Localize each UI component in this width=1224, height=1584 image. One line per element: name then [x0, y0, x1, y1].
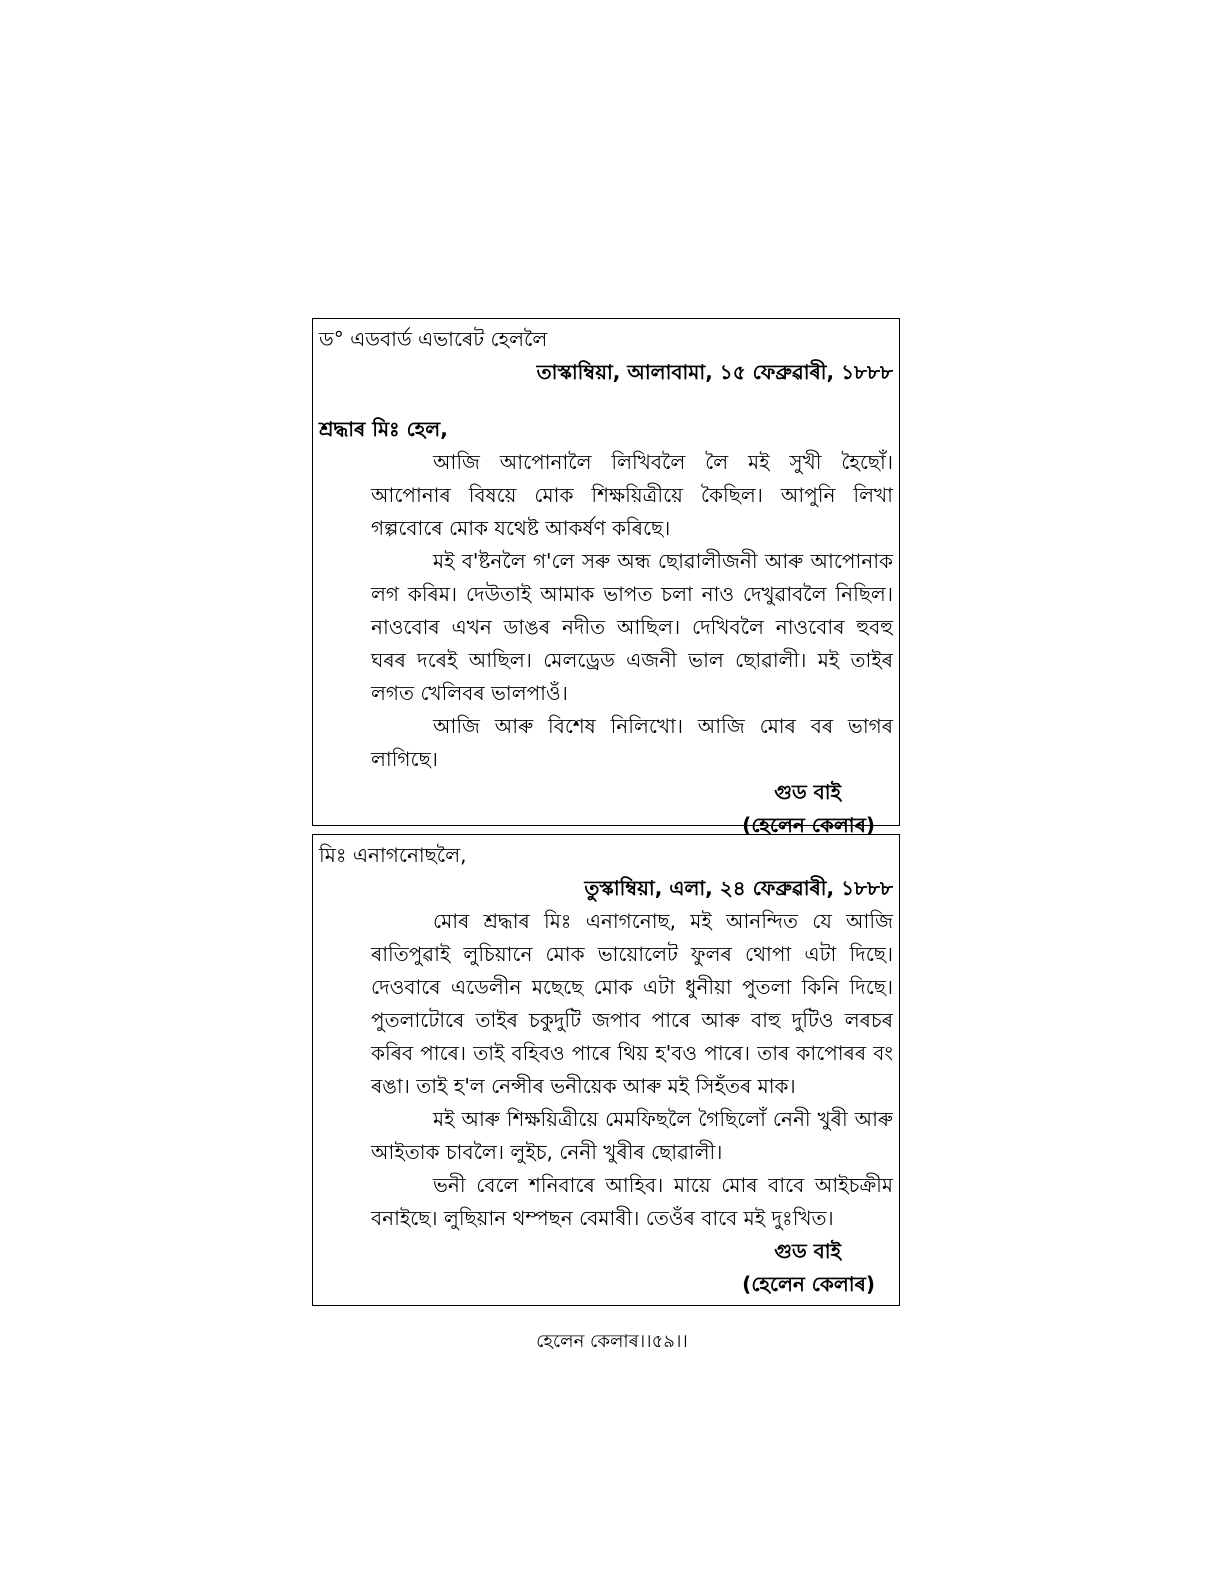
letter2-place-date: তুস্কাম্বিয়া, এলা, ২৪ ফেব্ৰুৱাৰী, ১৮৮৮	[584, 876, 893, 900]
letter2-addressee: মিঃ এনাগনোছলৈ,	[319, 843, 467, 867]
letter1-addressee: ড° এডবাৰ্ড এভাৰেট হেললৈ	[319, 327, 548, 351]
letter1-paragraph-3: আজি আৰু বিশেষ নিলিখো। আজি মোৰ বৰ ভাগৰ লাগিছে।	[371, 714, 893, 771]
letter2-paragraph-1: মোৰ শ্ৰদ্ধাৰ মিঃ এনাগনোছ, মই আনন্দিত যে আজি ৰাতিপুৱাই লুচিয়ানে মোক ভায়োলেট ফুলৰ থোপা এটা দিছে। দেওবাৰে এডেলীন মছেছে মোক এটা ধুনীয়া পুতলা কিনি দিছে। পুতলাটোৰে তাইৰ চকুদুটি জপাব পাৰে আৰু বাহু দুটিও লৰচৰ কৰিব পাৰে। তাই বহিবও পাৰে থিয় হ'বও পাৰে। তাৰ কাপোৰৰ বং ৰঙা। তাই হ'ল নেন্সীৰ ভনীয়েক আৰু মই সিহঁতৰ মাক।	[371, 909, 893, 1098]
page-footer: হেলেন কেলাৰ।।৫৯।।	[536, 1331, 688, 1352]
letter1-salutation: শ্ৰদ্ধাৰ মিঃ হেল,	[319, 417, 448, 441]
letter-box-2	[312, 834, 900, 1306]
letter2-paragraph-2: মই আৰু শিক্ষয়িত্ৰীয়ে মেমফিছলৈ গৈছিলোঁ নেনী খুৰী আৰু আইতাক চাবলৈ। লুইচ, নেনী খুৰীৰ ছোৱালী।	[371, 1107, 893, 1164]
letter2-signature: (হেলেন কেলাৰ)	[742, 1272, 875, 1296]
letter1-place-date: তাস্কাম্বিয়া, আলাবামা, ১৫ ফেব্ৰুৱাৰী, ১৮৮৮	[536, 360, 893, 384]
letter1-signoff: গুড বাই	[774, 780, 841, 804]
letter1-signature: (হেলেন কেলাৰ)	[742, 813, 875, 837]
letter1-paragraph-1: আজি আপোনালৈ লিখিবলৈ লৈ মই সুখী হৈছোঁ। আপোনাৰ বিষয়ে মোক শিক্ষয়িত্ৰীয়ে কৈছিল। আপুনি লিখা গল্পবোৰে মোক যথেষ্ট আকৰ্ষণ কৰিছে।	[371, 450, 893, 540]
letter2-signoff: গুড বাই	[774, 1239, 841, 1263]
letter2-paragraph-3: ভনী বেলে শনিবাৰে আহিব। মায়ে মোৰ বাবে আইচক্ৰীম বনাইছে। লুছিয়ান থম্পছন বেমাৰী। তেওঁৰ বাবে মই দুঃখিত।	[371, 1173, 893, 1230]
letter-box-1	[312, 318, 900, 837]
letter1-paragraph-2: মই ব'ষ্টনলৈ গ'লে সৰু অন্ধ ছোৱালীজনী আৰু আপোনাক লগ কৰিম। দেউতাই আমাক ভাপত চলা নাও দেখুৱাবলৈ নিছিল। নাওবোৰ এখন ডাঙৰ নদীত আছিল। দেখিবলৈ নাওবোৰ হুবহু ঘৰৰ দৰেই আছিল। মেলড্ৰেড এজনী ভাল ছোৱালী। মই তাইৰ লগত খেলিবৰ ভালপাওঁ।	[371, 549, 893, 705]
